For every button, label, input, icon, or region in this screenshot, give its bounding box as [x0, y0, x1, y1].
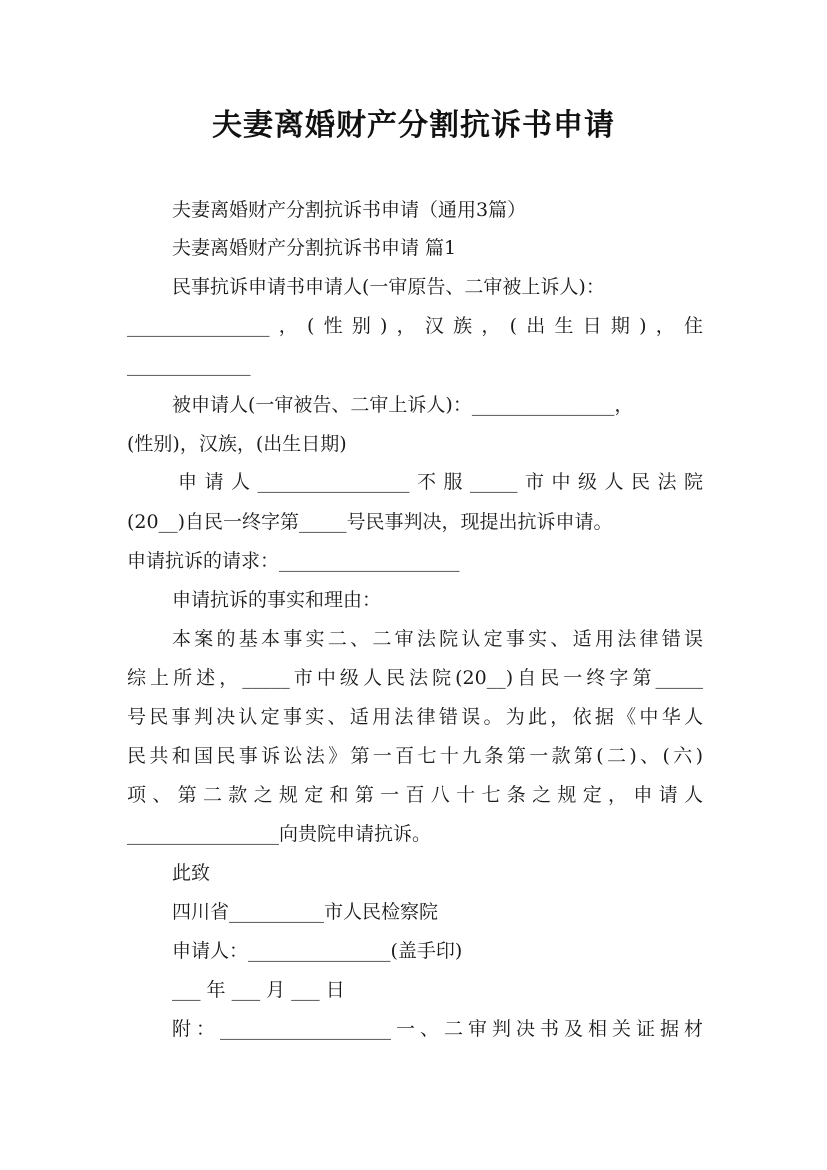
body-line: 项、第二款之规定和第一百八十七条之规定，申请人: [127, 784, 703, 806]
document-title: 夫妻离婚财产分割抗诉书申请: [212, 108, 615, 143]
body-line: 民事抗诉申请书申请人(一审原告、二审被上诉人)：: [172, 276, 605, 298]
section-heading: 夫妻离婚财产分割抗诉书申请 篇1: [172, 237, 457, 259]
body-line: 民共和国民事诉讼法》第一百七十九条第一款第(二)、(六): [127, 745, 703, 767]
attachment-line: 附：__________________一、二审判决书及相关证据材: [172, 1018, 703, 1040]
subtitle-line: 夫妻离婚财产分割抗诉书申请（通用3篇）: [172, 199, 527, 221]
signature-line: 申请人：_______________(盖手印): [172, 940, 463, 962]
body-line: 申请人________________不服_____市中级人民法院: [178, 471, 703, 493]
addressee-line: 四川省__________市人民检察院: [172, 901, 439, 923]
body-line: 本案的基本事实二、二审法院认定事实、适用法律错误: [172, 628, 703, 650]
body-line: _____________: [127, 354, 251, 376]
body-line: (性别)，汉族，(出生日期): [127, 433, 347, 455]
body-line: 申请抗诉的事实和理由：: [172, 589, 382, 611]
body-line: _______________，(性别)，汉族，(出生日期)，住: [127, 315, 703, 337]
body-line: 号民事判决认定事实、适用法律错误。为此，依据《中华人: [127, 706, 703, 728]
body-line: 综上所述，_____市中级人民法院(20__)自民一终字第_____: [127, 667, 703, 689]
body-line: 被申请人(一审被告、二审上诉人)：_______________，: [172, 394, 634, 416]
closing-line: 此致: [172, 862, 211, 884]
body-line: (20__)自民一终字第_____号民事判决，现提出抗诉申请。: [127, 511, 613, 533]
body-line: 申请抗诉的请求：___________________: [127, 550, 460, 572]
date-line: ___ 年 ___ 月 ___ 日: [172, 979, 345, 1001]
body-line: ________________向贵院申请抗诉。: [127, 823, 432, 845]
